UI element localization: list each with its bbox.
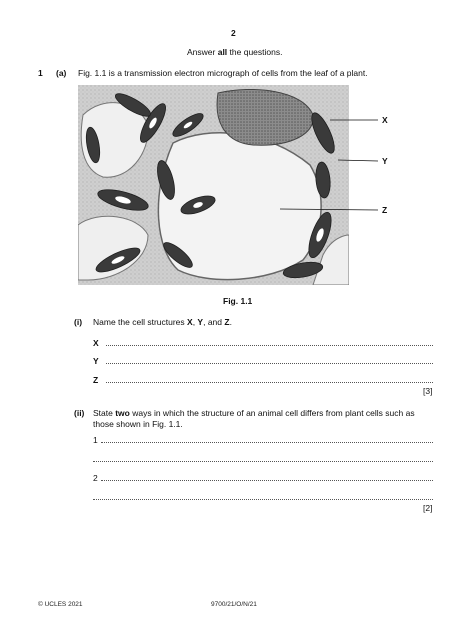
subquestion-i-text: Name the cell structures X, Y, and Z. (93, 317, 232, 327)
instruction: Answer all the questions. (187, 47, 283, 57)
subquestion-ii-line2: those shown in Fig. 1.1. (93, 419, 183, 429)
figure-label-x: X (382, 115, 388, 125)
question-text: Fig. 1.1 is a transmission electron micrograph of cells from the leaf of a plant. (78, 68, 368, 78)
answer-line-x[interactable] (106, 345, 433, 346)
answer-line-1b[interactable] (93, 461, 433, 462)
answer-label-y: Y (93, 356, 99, 366)
answer-line-1a[interactable] (101, 442, 433, 443)
label-leader-lines (260, 110, 380, 220)
answer-line-z[interactable] (106, 382, 433, 383)
answer-label-1: 1 (93, 435, 98, 445)
subquestion-i-number: (i) (74, 317, 83, 327)
figure-caption: Fig. 1.1 (223, 296, 253, 306)
answer-label-z: Z (93, 375, 99, 385)
answer-line-2a[interactable] (101, 480, 433, 481)
figure-label-z: Z (382, 205, 388, 215)
answer-label-x: X (93, 338, 99, 348)
footer-copyright: © UCLES 2021 (38, 601, 83, 608)
footer-paper-code: 9700/21/O/N/21 (211, 601, 257, 608)
answer-line-y[interactable] (106, 363, 433, 364)
question-number: 1 (38, 68, 43, 78)
subquestion-ii-number: (ii) (74, 408, 85, 418)
marks-i: [3] (423, 386, 433, 396)
answer-line-2b[interactable] (93, 499, 433, 500)
figure-label-y: Y (382, 156, 388, 166)
question-part: (a) (56, 68, 67, 78)
subquestion-ii-line1: State two ways in which the structure of an animal cell differs from plant cells such as (93, 408, 415, 418)
marks-ii: [2] (423, 503, 433, 513)
page-number: 2 (231, 28, 236, 38)
answer-label-2: 2 (93, 473, 98, 483)
